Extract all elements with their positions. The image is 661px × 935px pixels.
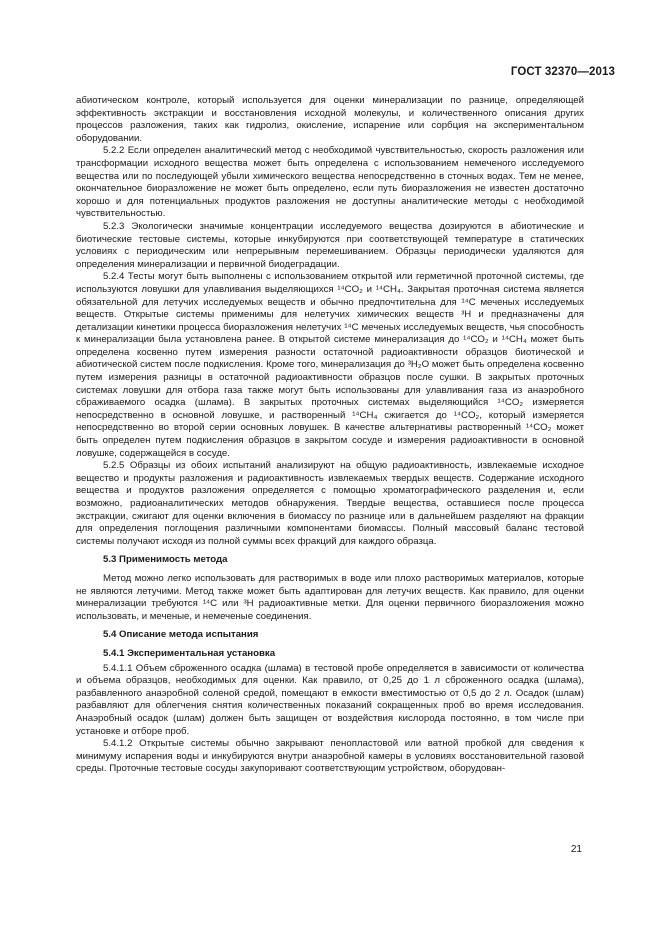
paragraph-5-2-2: 5.2.2 Если определен аналитический метод с необходимой чувствительностью, скорость разложения или трансформации исходного вещества может быть определена с использованием немеченого исследуемого вещества или по последующей убыли химического вещества непосредственно в сточных водах. Тем не менее, окончательное биоразложение не может быть определено, если путь биоразложения не известен достаточно хорошо и для потенциальных продуктов разложения не доступны аналитические методы с необходимой чувствительностью. [76, 145, 584, 220]
section-heading-5-3: 5.3 Применимость метода [103, 554, 228, 566]
paragraph-5-2-4: 5.2.4 Тесты могут быть выполнены с использованием открытой или герметичной проточной системы, где используются ловушки для улавливания выделяющихся ¹⁴CO₂ и ¹⁴CH₄. Закрытая проточная система является обязательной для летучих исследуемых веществ и обычно предпочтительна для ¹⁴C меченых исследуемых веществ. Открытые системы применимы для нелетучих химических веществ ³H и предназначены для детализации кинетики процесса биоразложения нелетучих ¹⁴C меченых исследуемых веществ, чья способность к минерализации была установлена ранее. В открытой системе минерализация до ¹⁴CO₂ и ¹⁴CH₄ может быть определена косвенно путем измерения разности остаточной радиоактивности образцов биотической и абиотической систем после подкисления. Кроме того, минерализация до ³H₂O может быть определена косвенно путем измерения разницы в остаточной радиоактивности образцов после сушки. В закрытых проточных системах ловушки для отбора газа также могут быть использованы для улавливания газа из анаэробного сбраживаемого осадка (шлама). В закрытых проточных системах выделяющийся ¹⁴CO₂ измеряется непосредственно в основной ловушке, и растворенный ¹⁴CH₄ сжигается до ¹⁴CO₂, который измеряется непосредственно во второй серии основных ловушек. В качестве альтернативы растворенный ¹⁴CO₂ может быть определен путем подкисления образцов в закрытом сосуде и измерения радиоактивности в основной ловушке, содержащейся в сосуде. [76, 271, 584, 459]
paragraph-5-2-3: 5.2.3 Экологически значимые концентрации исследуемого вещества дозируются в абиотические и биотические тестовые системы, которые инкубируются при соответствующей температуре в статических условиях с периодическим или непрерывным перемешиванием. Образцы периодически удаляются для определения минерализации и первичной биодеградации. [76, 220, 584, 270]
paragraph-5-4-1-2: 5.4.1.2 Открытые системы обычно закрывают пенопластовой или ватной пробкой для сведения к минимуму испарения воды и инкубируются внутри анаэробной камеры в условиях восстановительной газовой среды. Проточные тестовые сосуды закупоривают соответствующим устройством, оборудован- [76, 738, 584, 775]
document-code: ГОСТ 32370—2013 [510, 66, 615, 78]
paragraph-5-3: Метод можно легко использовать для растворимых в воде или плохо растворимых материалов, которые не являются летучими. Метод также может быть адаптирован для летучих веществ. Как правило, для оценки минерализации требуются ¹⁴C или ³H радиоактивные метки. Для оценки первичного биоразложения можно использовать, и меченые, и немеченые соединения. [76, 572, 584, 622]
section-heading-5-4: 5.4 Описание метода испытания [103, 629, 259, 641]
paragraph-continuation: абиотическом контроле, который используется для оценки минерализации по разнице, определяющей эффективность экстракции и восстановления исходной молекулы, и количественного описания других процессов разложения, таких как гидролиз, окисление, испарение или сорбция на экспериментальном оборудовании. [76, 95, 584, 144]
paragraph-5-2-5: 5.2.5 Образцы из обоих испытаний анализируют на общую радиоактивность, извлекаемые исходное вещество и продукты разложения и радиоактивность извлекаемых твердых веществ. Содержание исходного вещества и продуктов разложения определяется с помощью хроматографического разделения и, если возможно, радиоаналитических методов обнаружения. Твердые вещества, оставшиеся после процесса экстракции, сжигают для оценки включения в биомассу по разнице или в дальнейшем разделяют на фракции для определения поглощения различными компонентами биомассы. Полный массовый баланс тестовой системы получают исходя из полной суммы всех фракций для каждого образца. [76, 460, 584, 547]
page-number: 21 [570, 844, 582, 855]
subsection-heading-5-4-1: 5.4.1 Экспериментальная установка [103, 647, 276, 659]
document-body [76, 95, 584, 776]
paragraph-5-4-1-1: 5.4.1.1 Объем сброженного осадка (шлама) в тестовой пробе определяется в зависимости от количества и объема образцов, необходимых для оценки. Как правило, от 0,25 до 1 л сброженного осадка (шлама), разбавленного анаэробной соленой средой, помещают в емкости вместимостью от 0,5 до 2 л. Осадок (шлам) разбавляют для облегчения снятия количественных показаний сокращенных проб во время исследования. Анаэробный осадок (шлам) должен быть защищен от воздействия кислорода постоянно, в том числе при установке и отборе проб. [76, 662, 584, 737]
